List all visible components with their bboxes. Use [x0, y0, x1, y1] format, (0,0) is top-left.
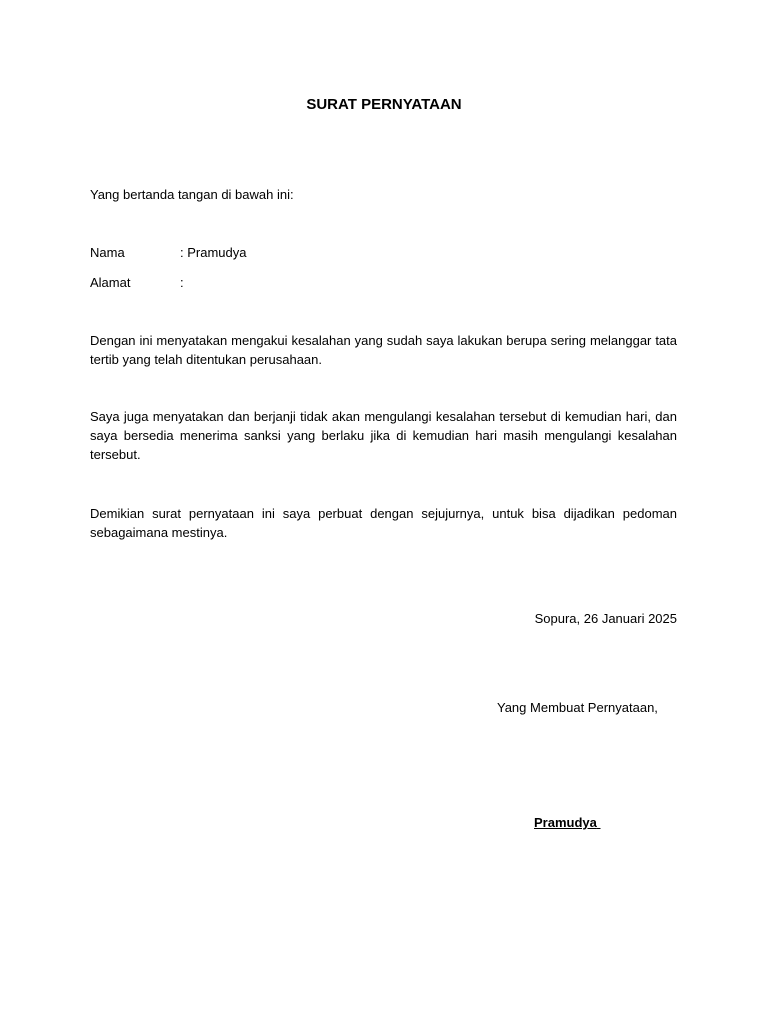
- name-label: Nama: [90, 245, 125, 260]
- signature-label: Yang Membuat Pernyataan,: [497, 700, 658, 715]
- place-date: Sopura, 26 Januari 2025: [534, 611, 677, 626]
- paragraph-admission: Dengan ini menyatakan mengakui kesalahan yang sudah saya lakukan berupa sering melanggar tata tertib yang telah ditentukan perusahaan.: [90, 333, 677, 367]
- paragraph-promise: Saya juga menyatakan dan berjanji tidak akan mengulangi kesalahan tersebut di kemudian hari, dan saya bersedia menerima sanksi yang berlaku jika di kemudian hari masih mengulangi kesalahan tersebut.: [90, 409, 677, 462]
- name-value: : Pramudya: [180, 245, 247, 260]
- signature-name: Pramudya: [534, 815, 597, 830]
- signature-name-line: [497, 813, 601, 832]
- intro-text: Yang bertanda tangan di bawah ini:: [90, 187, 294, 202]
- address-value: :: [180, 275, 184, 290]
- address-label: Alamat: [90, 275, 131, 290]
- paragraph-closing: Demikian surat pernyataan ini saya perbuat dengan sejujurnya, untuk bisa dijadikan pedoman sebagaimana mestinya.: [90, 506, 677, 540]
- document-title: SURAT PERNYATAAN: [306, 96, 462, 113]
